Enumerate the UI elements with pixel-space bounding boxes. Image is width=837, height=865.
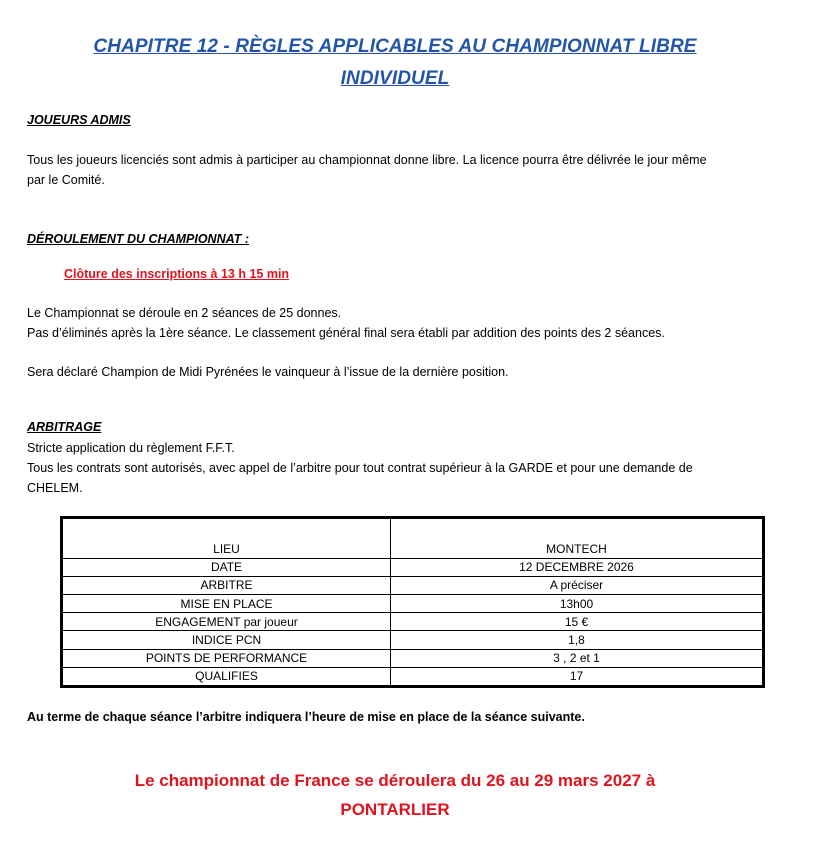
table-row — [63, 613, 762, 631]
table-row — [63, 594, 762, 612]
joueurs-line1: Tous les joueurs licenciés sont admis à participer au championnat donne libre. La licence pourra être délivrée le jour même — [27, 153, 707, 167]
joueurs-text — [27, 150, 797, 190]
table-row — [63, 649, 762, 667]
row-value: 13h00 — [391, 594, 763, 612]
table-row — [63, 576, 762, 594]
arbitrage-heading: ARBITRAGE — [27, 420, 102, 434]
row-label: POINTS DE PERFORMANCE — [63, 649, 391, 667]
row-label: ARBITRE — [63, 576, 391, 594]
row-label: DATE — [63, 558, 391, 576]
row-value: 1,8 — [391, 631, 763, 649]
row-value: 15 € — [391, 613, 763, 631]
deroulement-text — [27, 303, 797, 343]
row-value: 17 — [391, 667, 763, 685]
table-row — [63, 519, 762, 558]
row-value: A préciser — [391, 576, 763, 594]
joueurs-line2: par le Comité. — [27, 173, 105, 187]
row-value: 3 , 2 et 1 — [391, 649, 763, 667]
final-line2: PONTARLIER — [340, 800, 450, 819]
arbitrage-line1: Stricte application du règlement F.F.T. — [27, 441, 235, 455]
row-value: 12 DECEMBRE 2026 — [391, 558, 763, 576]
chapter-title-line1: CHAPITRE 12 - RÈGLES APPLICABLES AU CHAMPIONNAT LIBRE — [93, 36, 697, 57]
deroulement-heading: DÉROULEMENT DU CHAMPIONNAT : — [27, 232, 249, 246]
arbitrage-line2: Tous les contrats sont autorisés, avec appel de l’arbitre pour tout contrat supérieur à la GARDE et pour une demande de — [27, 461, 693, 475]
table-row — [63, 558, 762, 576]
arbitrage-text — [27, 438, 797, 498]
info-table-grid — [63, 519, 762, 685]
seance-note: Au terme de chaque séance l’arbitre indiquera l’heure de mise en place de la séance suivante. — [27, 710, 585, 724]
row-value: MONTECH — [391, 519, 763, 558]
joueurs-heading: JOUEURS ADMIS — [27, 113, 131, 127]
row-label: QUALIFIES — [63, 667, 391, 685]
row-label: MISE EN PLACE — [63, 594, 391, 612]
table-row — [63, 667, 762, 685]
deroulement-line3: Sera déclaré Champion de Midi Pyrénées le vainqueur à l’issue de la dernière position. — [27, 365, 509, 379]
championnat-france-announcement — [0, 766, 790, 824]
deroulement-line1: Le Championnat se déroule en 2 séances de 25 donnes. — [27, 306, 342, 320]
row-label: LIEU — [63, 519, 391, 558]
arbitrage-line3: CHELEM. — [27, 481, 83, 495]
chapter-title-line2: INDIVIDUEL — [340, 68, 450, 89]
cloture-inscriptions: Clôture des inscriptions à 13 h 15 min — [64, 267, 290, 281]
deroulement-line2: Pas d’éliminés après la 1ère séance. Le classement général final sera établi par addition des points des 2 séances. — [27, 326, 665, 340]
row-label: ENGAGEMENT par joueur — [63, 613, 391, 631]
table-row — [63, 631, 762, 649]
final-line1: Le championnat de France se déroulera du 26 au 29 mars 2027 à — [134, 771, 656, 790]
info-table — [60, 516, 765, 688]
row-label: INDICE PCN — [63, 631, 391, 649]
